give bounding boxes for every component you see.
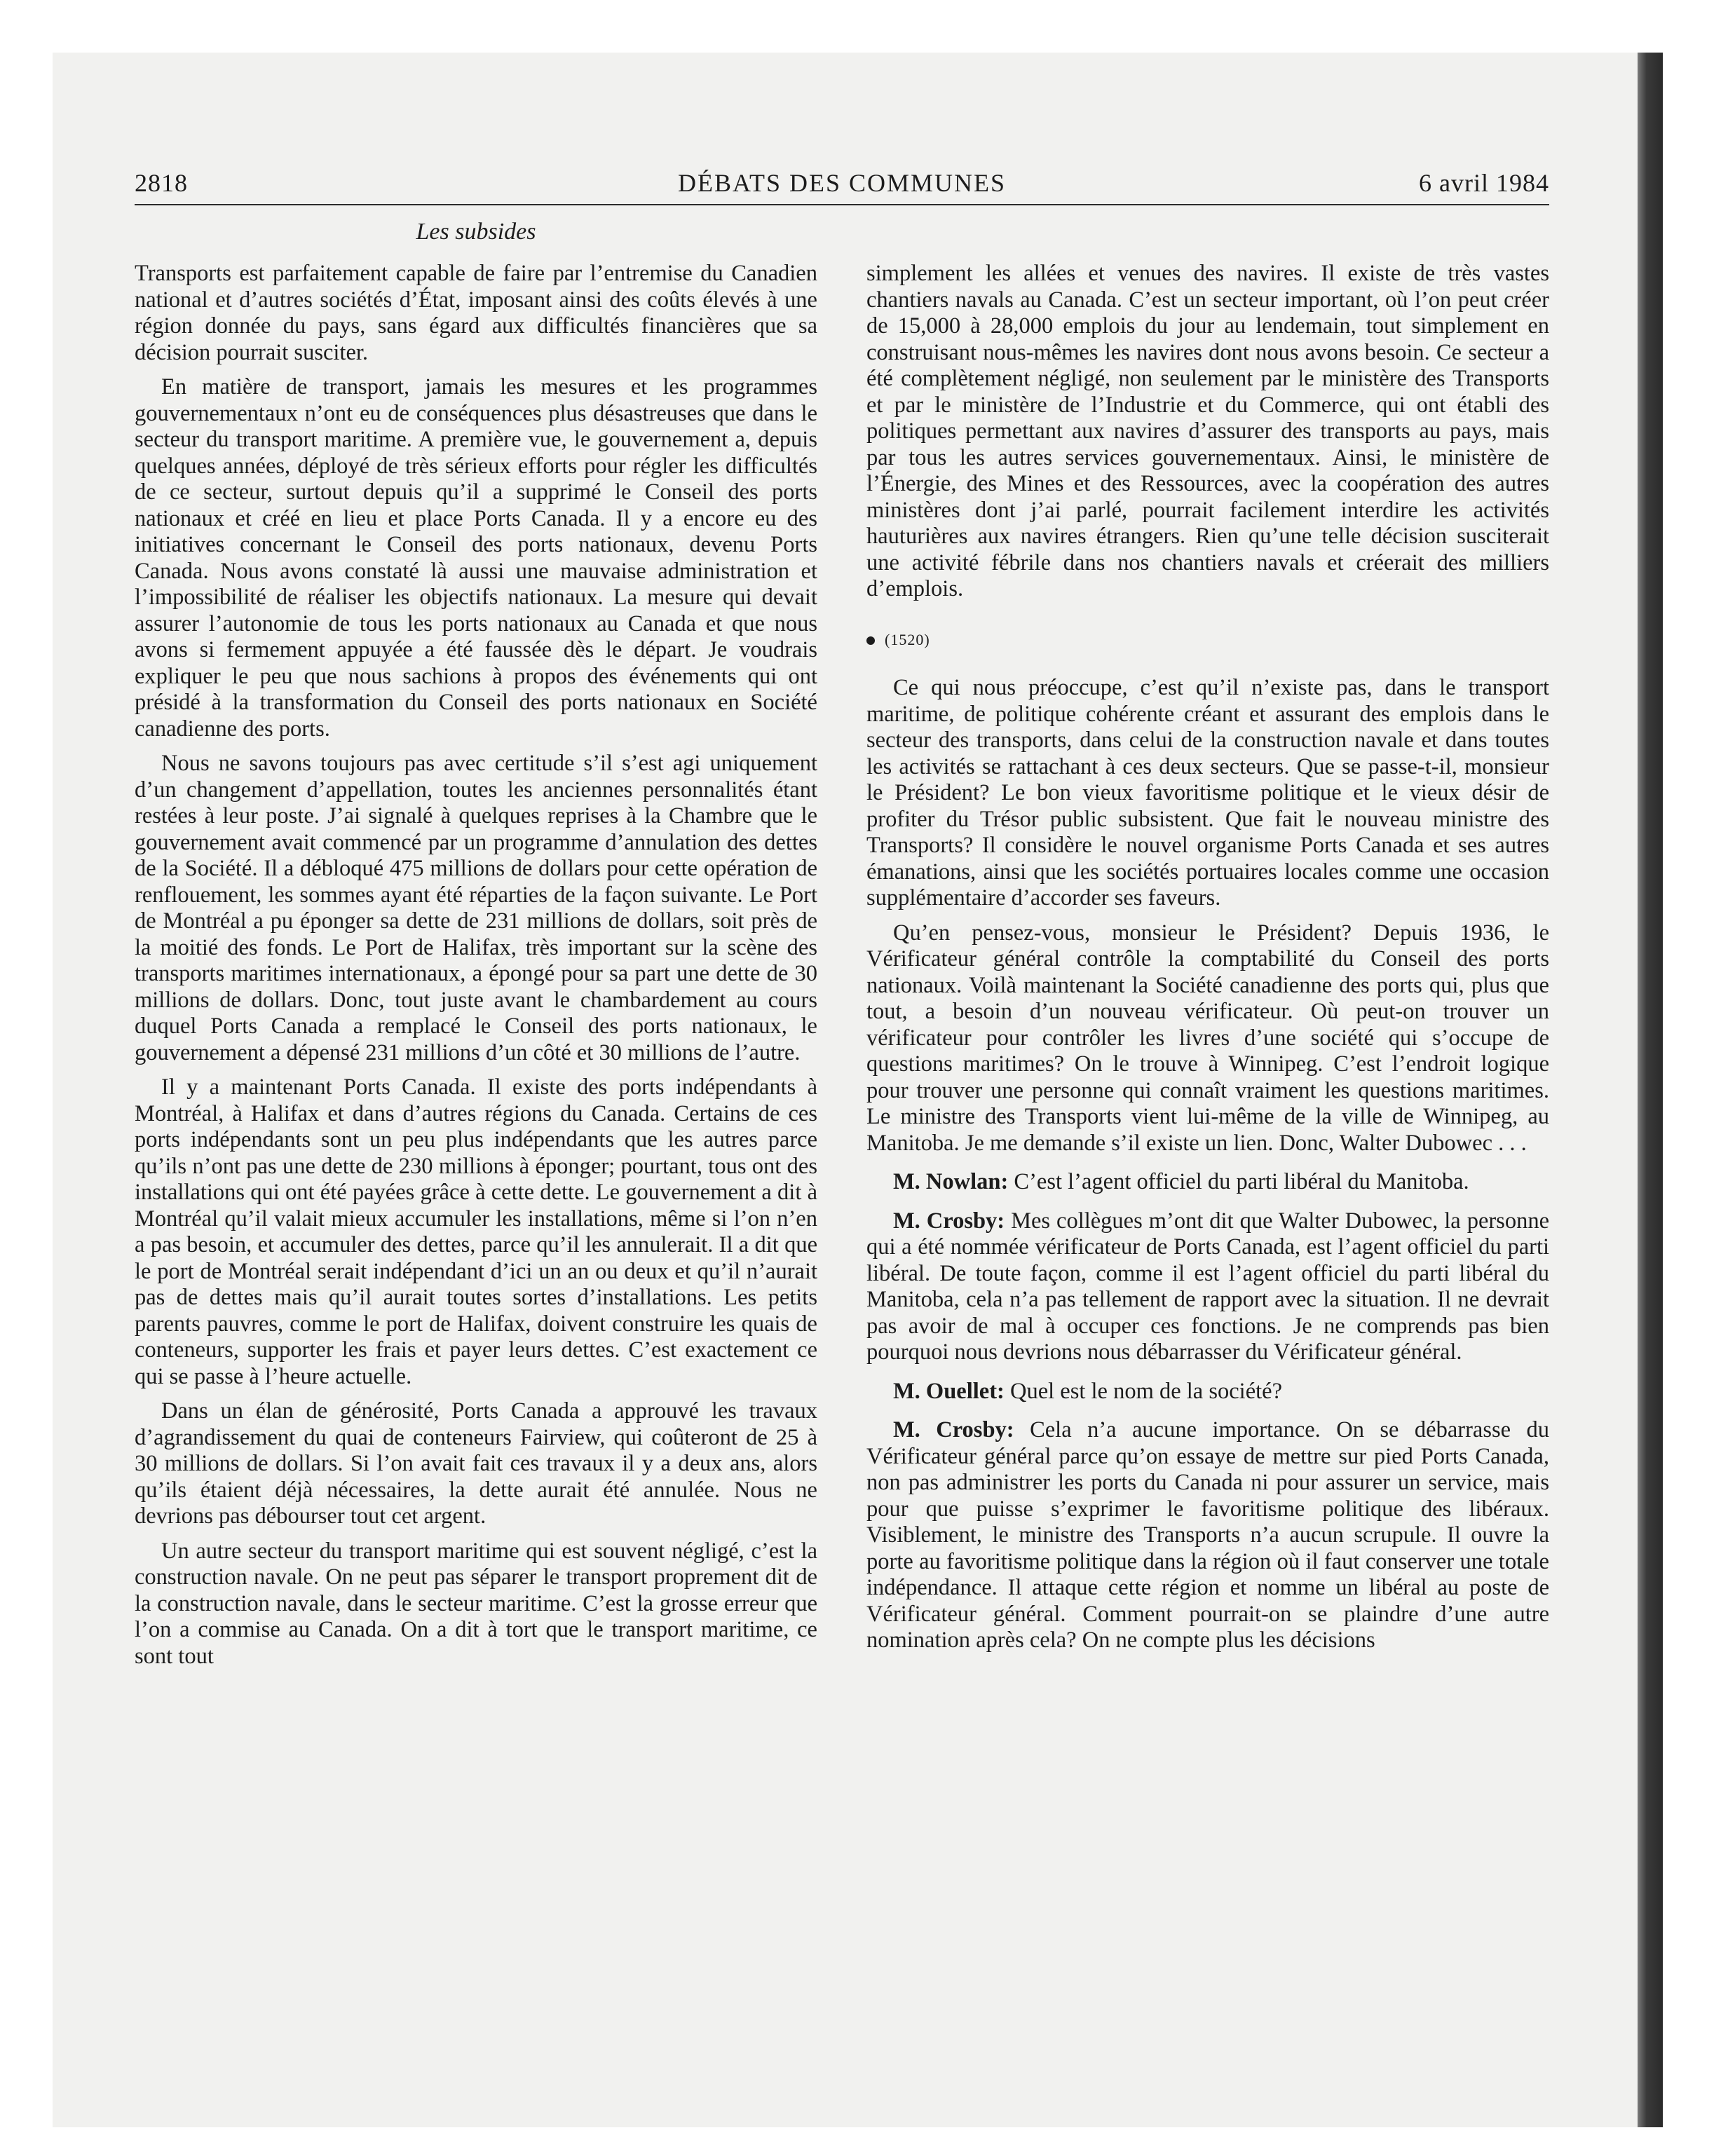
speaker-name: M. Ouellet: [893, 1378, 1005, 1404]
left-column [135, 261, 817, 1678]
speaker-name: M. Crosby: [893, 1208, 1005, 1234]
publication-title: DÉBATS DES COMMUNES [677, 169, 1007, 197]
speaker-name: M. Crosby: [893, 1417, 1014, 1442]
page-date: 6 avril 1984 [1419, 169, 1549, 197]
paragraph: Transports est parfaitement capable de faire par l’entremise du Canadien national et d’autres sociétés d’État, imposant ainsi des coûts élevés à une région donnée du pays, sans égard aux difficultés financières que sa décision pourrait susciter. [135, 261, 817, 365]
right-column [866, 261, 1549, 1663]
speech-text: Cela n’a aucune importance. On se débarrasse du Vérificateur général parce qu’on essaye de mettre sur pied Ports Canada, non pas administrer les ports du Canada ni pour assurer un service, mais pour que puisse s’exprimer le favoritisme politique des libéraux. Visiblement, le ministre des Transports n’a aucun scrupule. Il ouvre la porte au favoritisme politique dans la région où il faut conserver une totale indépendance. Il attaque cette région et nomme un libéral au poste de Vérificateur général. Comment pourrait-on se plaindre d’une autre nomination après cela? On ne compte plus les décisions [866, 1417, 1550, 1653]
paragraph: Nous ne savons toujours pas avec certitude s’il s’est agi uniquement d’un changement d’appellation, toutes les anciennes personnalités étant restées à leur poste. J’ai signalé à quelques reprises à la Chambre que le gouvernement avait commencé par un programme d’annulation des dettes de la Société. Il a débloqué 475 millions de dollars pour cette opération de renflouement, les sommes ayant été réparties de la façon suivante. Le Port de Montréal a pu éponger sa dette de 231 millions de dollars, soit près de la moitié des fonds. Le Port de Halifax, très important sur la scène des transports maritimes internationaux, a épongé pour sa part une dette de 30 millions de dollars. Donc, tout juste avant le chambardement au cours duquel Ports Canada a remplacé le Conseil des ports nationaux, le gouvernement a dépensé 231 millions d’un côté et 30 millions de l’autre. [135, 751, 817, 1065]
paragraph: Il y a maintenant Ports Canada. Il existe des ports indépendants à Montréal, à Halifax et dans d’autres régions du Canada. Certains de ces ports indépendants sont un peu plus indépendants que les autres parce qu’ils n’ont pas une dette de 230 millions à éponger; pourtant, tous ont des installations qui ont été payées grâce à cette dette. Le gouvernement a dit à Montréal qu’il valait mieux accumuler les installations, même si l’on n’en a pas besoin, et accumuler des dettes, parce qu’il les annulerait. Il a dit que le port de Montréal serait indépendant d’ici un an ou deux et qu’il n’aurait pas de dettes mais qu’il aurait toutes sortes d’installations. Les petits parents pauvres, comme le port de Halifax, doivent construire les quais de conteneurs, supporter les frais et payer leurs dettes. C’est exactement ce qui se passe à l’heure actuelle. [135, 1074, 817, 1389]
speech-text: Mes collègues m’ont dit que Walter Dubowec, la personne qui a été nommée vérificateur de Ports Canada, est l’agent officiel du parti libéral. De toute façon, comme il est l’agent officiel du parti libéral du Manitoba, cela n’a pas tellement de rapport avec la situation. Il ne devrait pas avoir de mal à occuper ces fonctions. Je ne comprends pas bien pourquoi nous devrions nous débarrasser du Vérificateur général. [866, 1208, 1550, 1365]
scan-edge-shadow [1638, 53, 1663, 2127]
page-number: 2818 [135, 169, 188, 197]
paragraph: simplement les allées et venues des navires. Il existe de très vastes chantiers navals au Canada. C’est un secteur important, où l’on peut créer de 15,000 à 28,000 emplois du jour au lendemain, tout simplement en construisant nous-mêmes les navires dont nous avons besoin. Ce secteur a été complètement négligé, non seulement par le ministère des Transports et par le ministère de l’Industrie et du Commerce, qui ont établi des politiques permettant aux navires d’assurer des transports au pays, mais par tous les autres services gouvernementaux. Ainsi, le ministère de l’Énergie, des Mines et des Ressources, avec la coopération des autres ministères dont j’ai parlé, pourrait facilement interdire les activités hauturières aux navires étrangers. Rien qu’une telle décision susciterait une activité fébrile dans nos chantiers navals et créerait des milliers d’emplois. [866, 261, 1549, 601]
speaker-name: M. Nowlan: [893, 1169, 1009, 1194]
paragraph: Dans un élan de générosité, Ports Canada a approuvé les travaux d’agrandissement du quai de conteneurs Fairview, qui coûteront de 25 à 30 millions de dollars. Si l’on avait fait ces travaux il y a deux ans, alors qu’ils étaient déjà nécessaires, la dette aurait été annulée. Nous ne devrions pas débourser tout cet argent. [135, 1398, 817, 1529]
bullet-icon [866, 636, 875, 645]
time-marker-label: (1520) [885, 630, 930, 648]
header-rule [135, 204, 1549, 205]
paragraph: En matière de transport, jamais les mesures et les programmes gouvernementaux n’ont eu de conséquences plus désastreuses que dans le secteur du transport maritime. A première vue, le gouvernement a, depuis quelques années, déployé de très sérieux efforts pour régler les difficultés de ce secteur, surtout depuis qu’il a supprimé le Conseil des ports nationaux et créé en lieu et place Ports Canada. Il y a encore eu des initiatives concernant le Conseil des ports nationaux, devenu Ports Canada. Nous avons constaté là aussi une mauvaise administration et l’impossibilité de réaliser les objectifs nationaux. La mesure qui devait assurer l’autonomie de tous les ports nationaux au Canada et que nous avons si fermement appuyée a été faussée dès le départ. Je voudrais expliquer le peu que nous sachions à propos des événements qui ont présidé à la transformation du Conseil des ports nationaux en Société canadienne des ports. [135, 374, 817, 742]
speech [866, 1417, 1549, 1654]
speech [866, 1208, 1549, 1366]
speech-text: Quel est le nom de la société? [1009, 1378, 1283, 1404]
paragraph: Qu’en pensez-vous, monsieur le Président? Depuis 1936, le Vérificateur général contrôle la comptabilité du Conseil des ports nationaux. Voilà maintenant la Société canadienne des ports qui, plus que tout, a besoin d’un nouveau vérificateur. Où peut-on trouver un vérificateur pour contrôler les livres d’une société qui s’occupe de questions maritimes? On le trouve à Winnipeg. C’est l’endroit logique pour trouver une personne qui connaît vraiment les questions maritimes. Le ministre des Transports vient lui-même de la ville de Winnipeg, au Manitoba. Je me demande s’il existe un lien. Donc, Walter Dubowec . . . [866, 920, 1549, 1156]
paragraph: Ce qui nous préoccupe, c’est qu’il n’existe pas, dans le transport maritime, de politique cohérente créant et assurant des emplois dans le secteur des transports, dans celui de la construction navale et dans toutes les activités se rattachant à ces deux secteurs. Que se passe-t-il, monsieur le Président? Le bon vieux favoritisme politique et le vieux désir de profiter du Trésor public subsistent. Que fait le nouveau ministre des Transports? Il considère le nouvel organisme Ports Canada et ses autres émanations, ainsi que les sociétés portuaires locales comme une occasion supplémentaire d’accorder ses faveurs. [866, 675, 1549, 910]
speech-text: C’est l’agent officiel du parti libéral du Manitoba. [1014, 1169, 1469, 1194]
page-header [135, 168, 1549, 203]
time-marker [866, 627, 1549, 653]
paragraph: Un autre secteur du transport maritime qui est souvent négligé, c’est la construction navale. On ne peut pas séparer le transport proprement dit de la construction navale, dans le secteur maritime. C’est la grosse erreur que l’on a commise au Canada. On a dit à tort que le transport maritime, ce sont tout [135, 1538, 817, 1669]
speech [866, 1169, 1549, 1196]
speech [866, 1379, 1549, 1405]
section-title: Les subsides [416, 219, 536, 245]
